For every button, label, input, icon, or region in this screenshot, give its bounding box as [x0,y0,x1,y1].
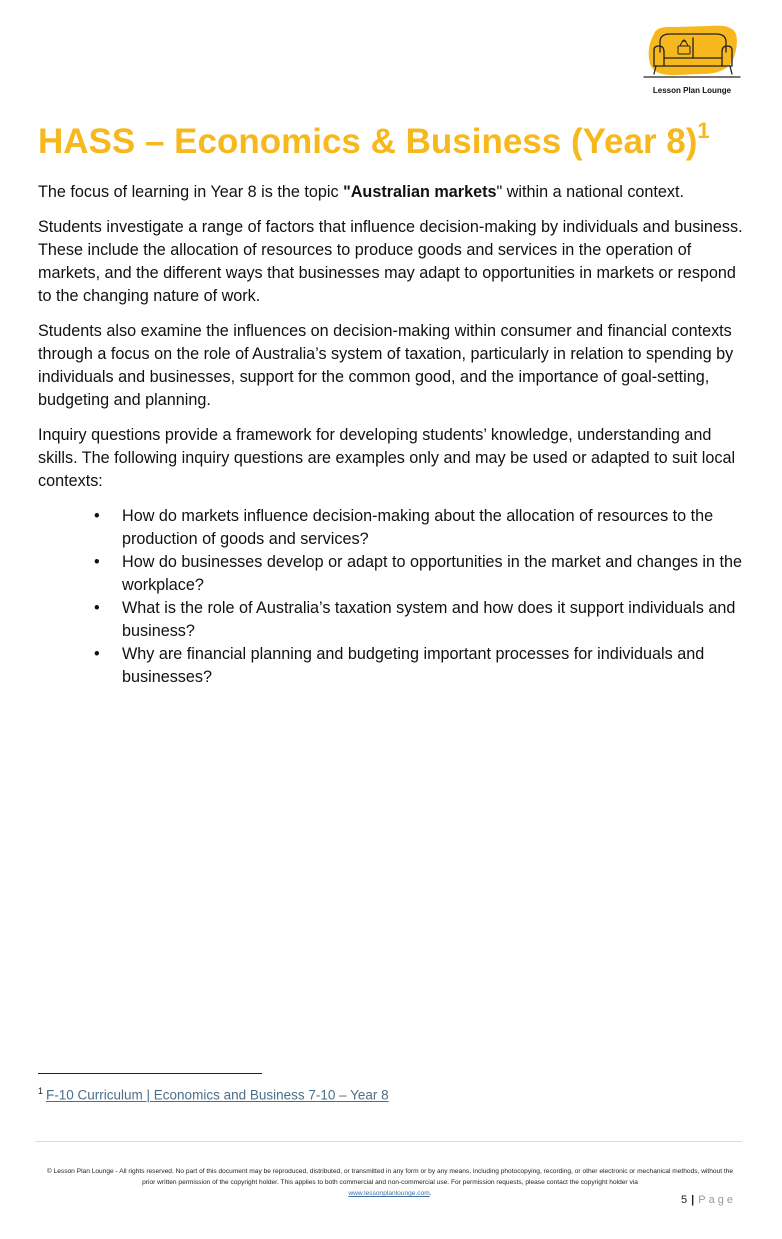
logo [640,22,744,100]
footer-divider [35,1141,742,1142]
intro-before: The focus of learning in Year 8 is the topic [38,183,344,201]
page-number-value: 5 [680,1194,688,1206]
paragraph-inquiry: Inquiry questions provide a framework for developing students’ knowledge, understanding and skills. The following inquiry questions are examples only and may be used or adapted to suit local contexts: [38,426,736,490]
sofa-icon [640,22,744,84]
copyright-notice [40,1166,740,1199]
list-item: • What is the role of Australia’s taxation system and how does it support individuals and business? [122,597,743,643]
paragraph-examine: Students also examine the influences on decision-making within consumer and financial contexts through a focus on the role of Australia’s system of taxation, particularly in relation to spending by individuals and businesses, support for the common good, and the importance of goal-setting, budgeting and planning. [38,322,734,409]
logo-text: Lesson Plan Lounge [652,86,732,95]
footnote-link[interactable]: F-10 Curriculum | Economics and Business 7-10 – Year 8 [46,1087,389,1103]
footnote-number: 1 [38,1086,44,1096]
website-link[interactable]: www.lessonplanlounge.com [348,1190,430,1197]
intro-topic: "Australian markets [343,183,497,201]
body-content [38,181,743,689]
copyright-text: © Lesson Plan Lounge - All rights reserved. No part of this document may be reproduced, distributed, or transmitted in any form or by any means, including photocopying, recording, or other electronic or mechanical methods, without the prior written permission of the copyright holder. This applies to both commercial and non-commercial use. For permission requests, please contact the copyright holder via [46,1168,734,1186]
paragraph-investigate: Students investigate a range of factors that influence decision-making by individuals and business. These include the allocation of resources to produce goods and services in the operation of markets, and the different ways that businesses may adapt to opportunities in markets or respond to the changing nature of work. [38,218,743,305]
intro-paragraph [38,181,743,204]
title-footnote-ref[interactable]: 1 [697,118,710,143]
page-separator: | [691,1194,695,1206]
list-item: • Why are financial planning and budgeting important processes for individuals and businesses? [122,643,743,689]
list-item: • How do markets influence decision-making about the allocation of resources to the production of goods and services? [122,505,743,551]
intro-after: " within a national context. [496,183,685,201]
page-title [38,118,710,162]
page-number [681,1194,736,1206]
footnote [38,1086,389,1103]
inquiry-questions-list [38,505,743,689]
footnote-divider [38,1073,262,1074]
page-label: Page [698,1194,736,1206]
page-title-text: HASS – Economics & Business (Year 8) [38,122,698,161]
website-suffix: . [429,1190,432,1197]
list-item: • How do businesses develop or adapt to opportunities in the market and changes in the workplace? [122,551,743,597]
